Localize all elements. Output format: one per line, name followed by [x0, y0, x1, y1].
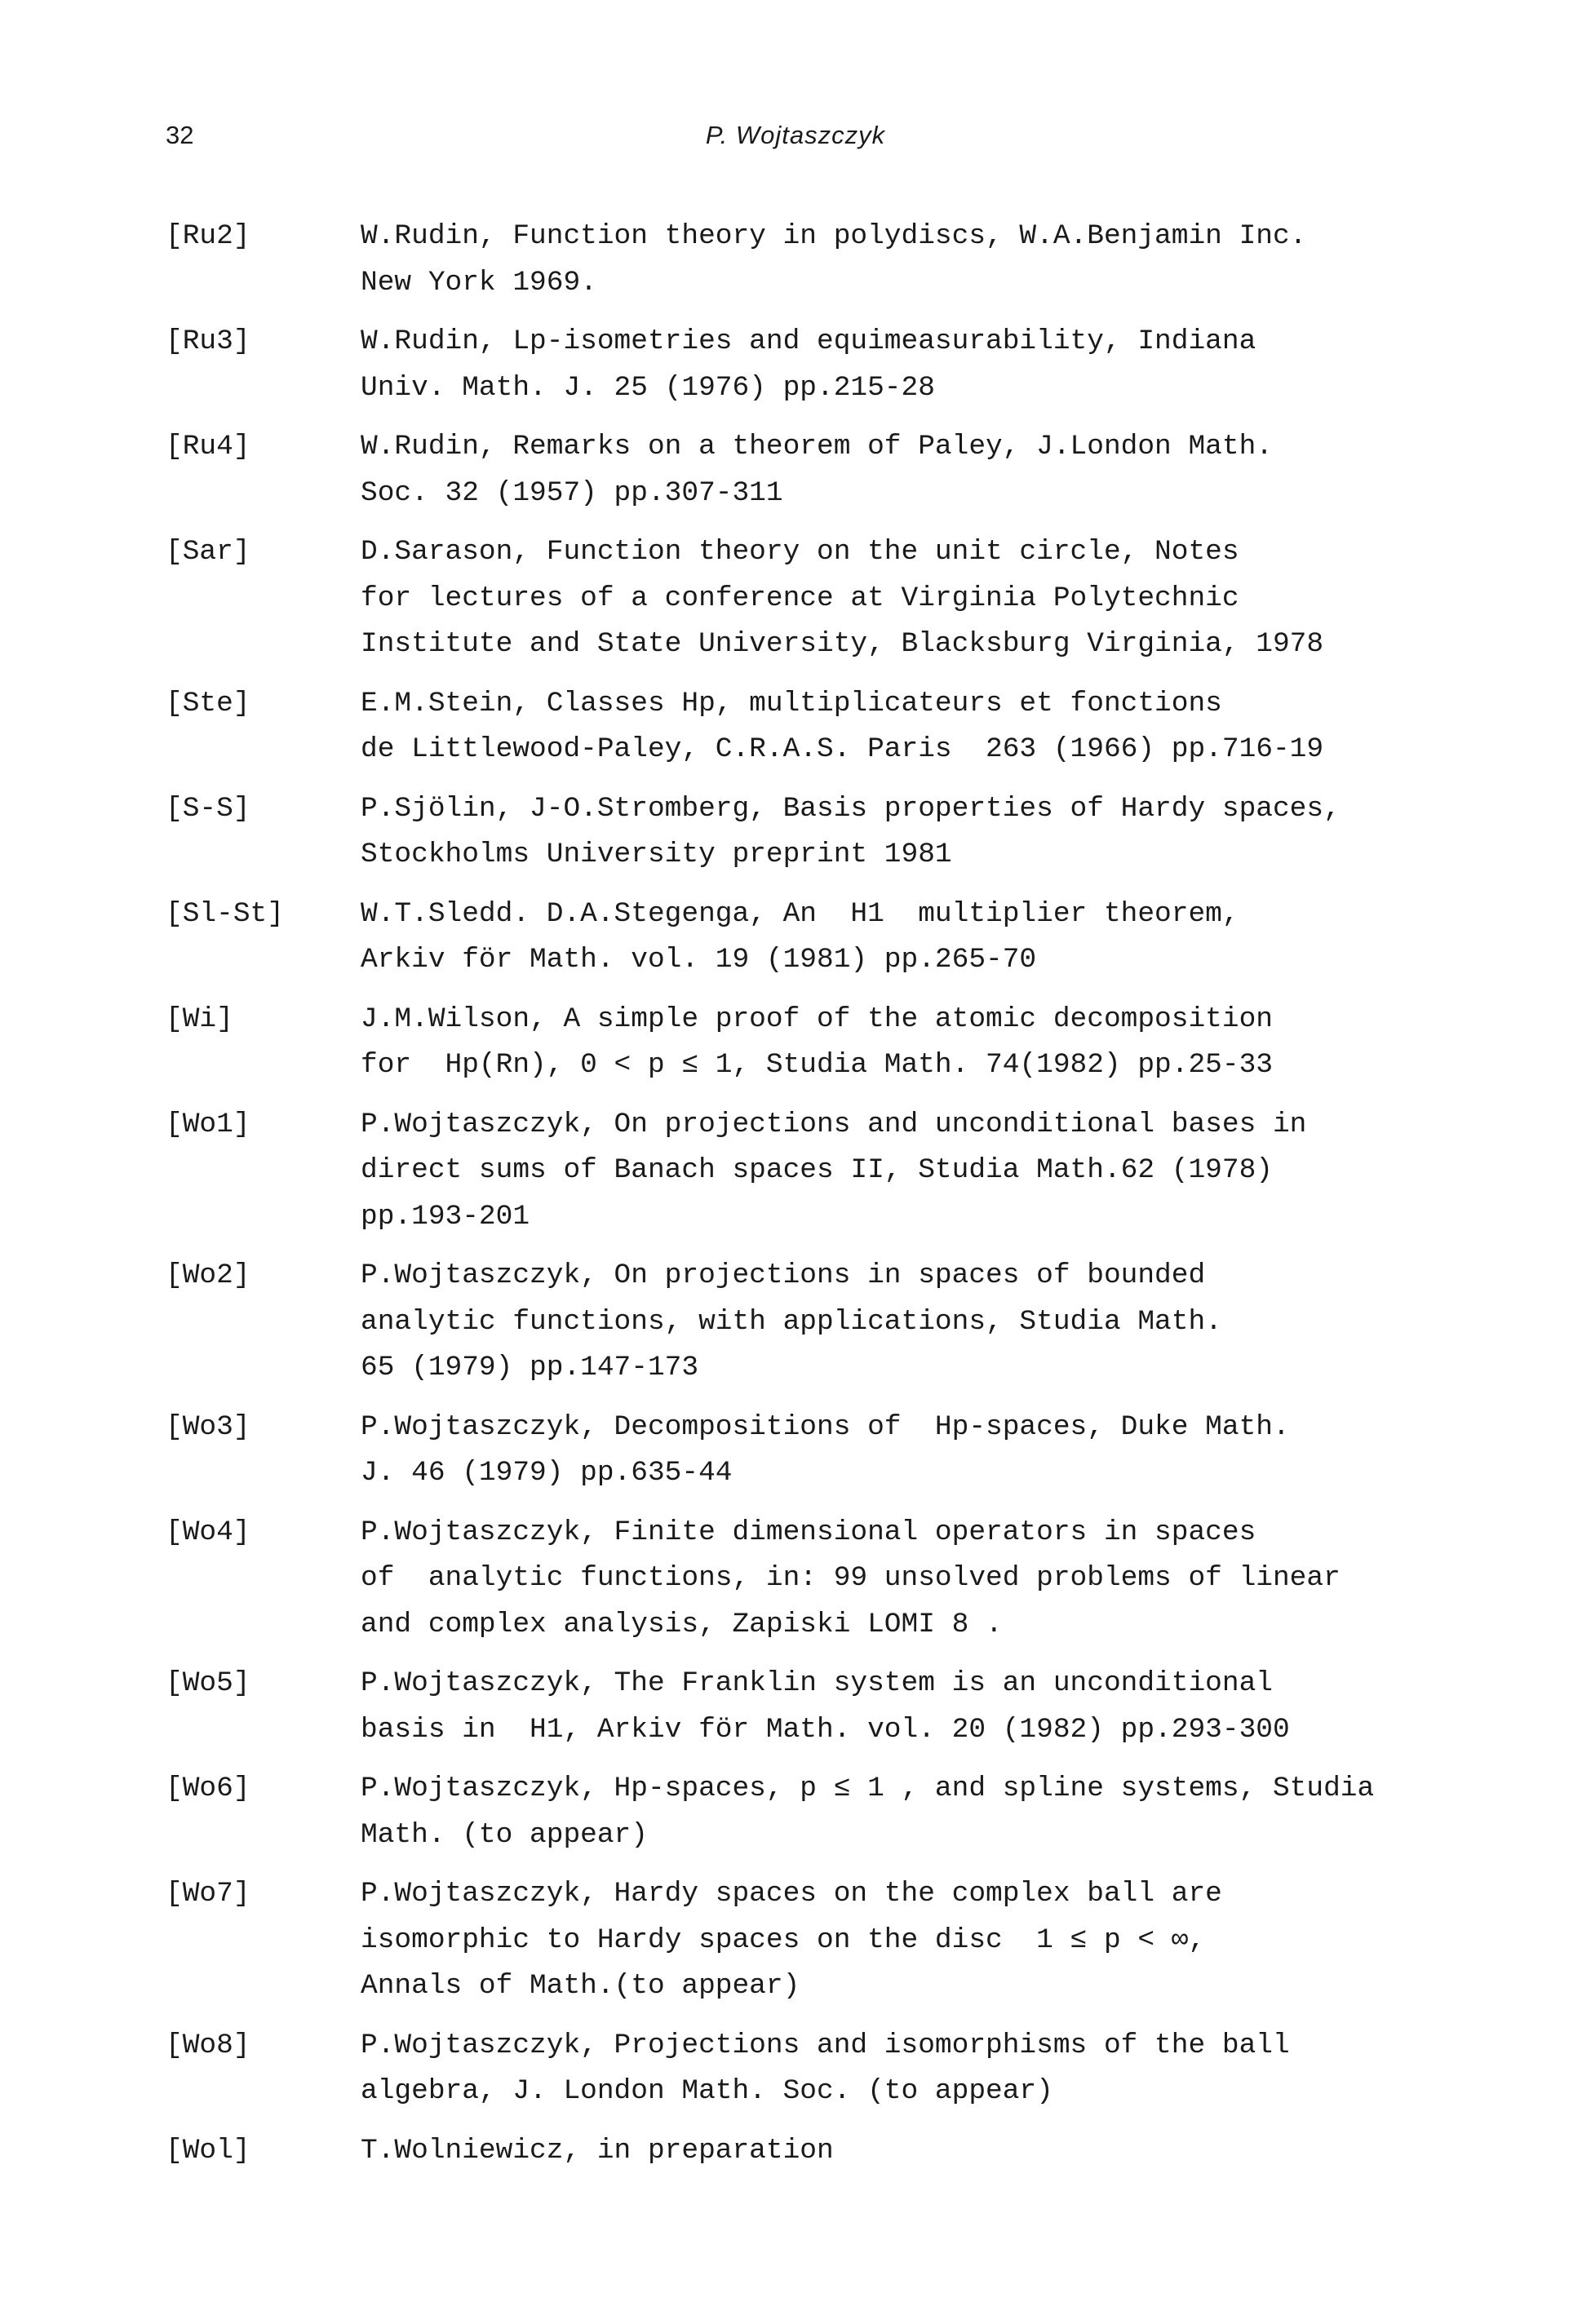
reference-text — [361, 1102, 1519, 1241]
reference-entry — [0, 786, 1591, 879]
reference-line: Soc. 32 (1957) pp.307-311 — [361, 476, 783, 509]
reference-key: [S-S] — [166, 792, 250, 825]
reference-line: D.Sarason, Function theory on the unit circle, Notes — [361, 536, 1239, 568]
reference-entry — [0, 214, 1591, 306]
reference-line: J.M.Wilson, A simple proof of the atomic decomposition — [361, 1003, 1273, 1035]
reference-line: T.Wolniewicz, in preparation — [361, 2134, 834, 2167]
reference-line: and complex analysis, Zapiski LOMI 8 . — [361, 1608, 1003, 1640]
reference-key: [Wi] — [166, 1003, 233, 1035]
reference-line: for lectures of a conference at Virginia Polytechnic — [361, 582, 1239, 614]
reference-line: Arkiv för Math. vol. 19 (1981) pp.265-70 — [361, 944, 1037, 976]
reference-text — [361, 1661, 1519, 1753]
reference-line: direct sums of Banach spaces II, Studia Math.62 (1978) — [361, 1154, 1273, 1186]
reference-line: New York 1969. — [361, 266, 597, 299]
page-number: 32 — [166, 121, 194, 149]
reference-line: 65 (1979) pp.147-173 — [361, 1352, 699, 1383]
reference-entry — [0, 1661, 1591, 1753]
reference-key: [Ru3] — [166, 325, 250, 357]
reference-line: P.Wojtaszczyk, Hp-spaces, p ≤ 1 , and spline systems, Studia — [361, 1773, 1375, 1804]
reference-line: pp.193-201 — [361, 1200, 530, 1233]
reference-line: P.Sjölin, J-O.Stromberg, Basis properties of Hardy spaces, — [361, 792, 1341, 825]
reference-line: Stockholms University preprint 1981 — [361, 839, 952, 870]
reference-entry — [0, 319, 1591, 411]
reference-line: de Littlewood-Paley, C.R.A.S. Paris 263 (1966) pp.716-19 — [361, 733, 1324, 765]
reference-key: [Wo2] — [166, 1259, 250, 1291]
reference-line: W.Rudin, Function theory in polydiscs, W.A.Benjamin Inc. — [361, 220, 1307, 252]
reference-text — [361, 1871, 1519, 2010]
reference-text — [361, 319, 1519, 411]
reference-key: [Wol] — [166, 2134, 250, 2167]
reference-key: [Sl-St] — [166, 897, 284, 930]
reference-key: [Wo4] — [166, 1516, 250, 1548]
reference-text — [361, 2128, 1519, 2175]
reference-text — [361, 1510, 1519, 1649]
reference-line: P.Wojtaszczyk, On projections in spaces of bounded — [361, 1259, 1206, 1291]
reference-key: [Wo5] — [166, 1667, 250, 1699]
reference-line: Univ. Math. J. 25 (1976) pp.215-28 — [361, 371, 935, 404]
reference-entry — [0, 1510, 1591, 1649]
reference-entry — [0, 2128, 1591, 2175]
reference-line: Math. (to appear) — [361, 1818, 648, 1851]
reference-text — [361, 424, 1519, 516]
reference-text — [361, 997, 1519, 1089]
reference-line: W.Rudin, Lp-isometries and equimeasurability, Indiana — [361, 325, 1256, 357]
reference-line: W.T.Sledd. D.A.Stegenga, An H1 multiplier theorem, — [361, 897, 1239, 930]
reference-text — [361, 892, 1519, 984]
reference-text — [361, 1766, 1519, 1858]
reference-line: analytic functions, with applications, Studia Math. — [361, 1305, 1222, 1338]
reference-line: J. 46 (1979) pp.635-44 — [361, 1457, 733, 1489]
reference-text — [361, 681, 1519, 773]
reference-entry — [0, 1766, 1591, 1858]
page-header — [0, 121, 1591, 162]
reference-key: [Sar] — [166, 536, 250, 568]
reference-line: Annals of Math.(to appear) — [361, 1970, 800, 2002]
reference-line: isomorphic to Hardy spaces on the disc 1 ≤ p < ∞, — [361, 1923, 1206, 1956]
reference-key: [Ru2] — [166, 220, 250, 252]
reference-text — [361, 214, 1519, 306]
reference-entry — [0, 892, 1591, 984]
reference-text — [361, 1253, 1519, 1392]
reference-line: of analytic functions, in: 99 unsolved problems of linear — [361, 1562, 1341, 1594]
reference-line: P.Wojtaszczyk, On projections and unconditional bases in — [361, 1108, 1307, 1140]
reference-text — [361, 529, 1519, 668]
reference-entry — [0, 681, 1591, 773]
reference-line: W.Rudin, Remarks on a theorem of Paley, J.London Math. — [361, 431, 1273, 463]
reference-line: Institute and State University, Blacksburg Virginia, 1978 — [361, 628, 1324, 660]
reference-key: [Wo6] — [166, 1773, 250, 1804]
reference-line: P.Wojtaszczyk, Decompositions of Hp-spaces, Duke Math. — [361, 1410, 1290, 1443]
reference-line: E.M.Stein, Classes Hp, multiplicateurs et fonctions — [361, 687, 1222, 719]
reference-key: [Wo8] — [166, 2029, 250, 2061]
reference-line: P.Wojtaszczyk, Projections and isomorphisms of the ball — [361, 2029, 1290, 2061]
reference-entry — [0, 1102, 1591, 1241]
reference-line: basis in H1, Arkiv för Math. vol. 20 (1982) pp.293-300 — [361, 1713, 1290, 1746]
reference-list — [0, 214, 1591, 2187]
reference-key: [Ru4] — [166, 431, 250, 463]
reference-line: for Hp(Rn), 0 < p ≤ 1, Studia Math. 74(1982) pp.25-33 — [361, 1049, 1273, 1081]
reference-entry — [0, 997, 1591, 1089]
reference-text — [361, 1405, 1519, 1497]
reference-entry — [0, 1253, 1591, 1392]
reference-text — [361, 2023, 1519, 2115]
reference-entry — [0, 529, 1591, 668]
reference-entry — [0, 2023, 1591, 2115]
reference-key: [Ste] — [166, 687, 250, 719]
reference-line: P.Wojtaszczyk, Finite dimensional operators in spaces — [361, 1516, 1256, 1548]
reference-key: [Wo7] — [166, 1878, 250, 1910]
reference-key: [Wo1] — [166, 1108, 250, 1140]
running-head: P. Wojtaszczyk — [705, 121, 886, 149]
reference-key: [Wo3] — [166, 1410, 250, 1443]
reference-line: P.Wojtaszczyk, Hardy spaces on the complex ball are — [361, 1878, 1222, 1910]
reference-line: algebra, J. London Math. Soc. (to appear) — [361, 2075, 1053, 2107]
reference-entry — [0, 1871, 1591, 2010]
reference-text — [361, 786, 1519, 879]
reference-line: P.Wojtaszczyk, The Franklin system is an unconditional — [361, 1667, 1273, 1699]
reference-entry — [0, 1405, 1591, 1497]
reference-entry — [0, 424, 1591, 516]
